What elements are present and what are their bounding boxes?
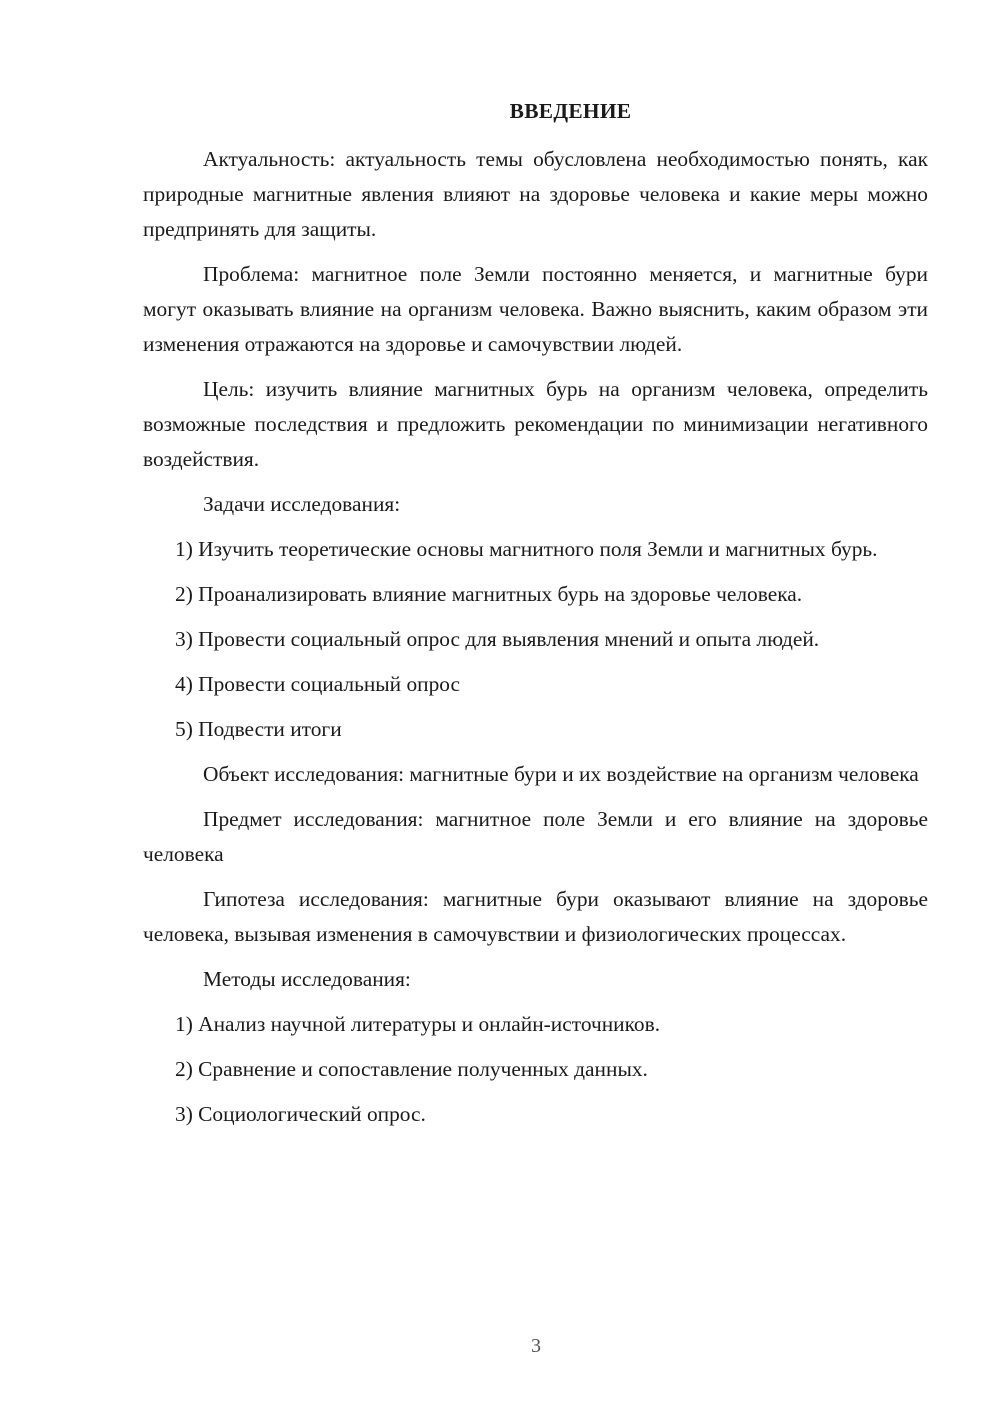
method-item-2: 2) Сравнение и сопоставление полученных данных.	[175, 1057, 648, 1081]
tasks-heading: Задачи исследования:	[203, 492, 401, 516]
paragraph-goal: Цель: изучить влияние магнитных бурь на организм человека, определить возможные последствия и предложить рекомендации по минимизации негативного воздействия.	[143, 377, 928, 471]
page-number: 3	[531, 1335, 541, 1357]
method-item-1: 1) Анализ научной литературы и онлайн-источников.	[175, 1012, 661, 1036]
paragraph-relevance: Актуальность: актуальность темы обусловлена необходимостью понять, как природные магнитные явления влияют на здоровье человека и какие меры можно предпринять для защиты.	[143, 147, 928, 241]
methods-heading: Методы исследования:	[203, 967, 411, 991]
paragraph-subject: Предмет исследования: магнитное поле Земли и его влияние на здоровье человека	[143, 807, 928, 866]
paragraph-problem: Проблема: магнитное поле Земли постоянно меняется, и магнитные бури могут оказывать влияние на организм человека. Важно выяснить, каким образом эти изменения отражаются на здоровье и самочувствии людей.	[143, 262, 928, 356]
task-item-5: 5) Подвести итоги	[175, 717, 342, 741]
task-item-1: 1) Изучить теоретические основы магнитного поля Земли и магнитных бурь.	[175, 537, 878, 561]
task-item-3: 3) Провести социальный опрос для выявления мнений и опыта людей.	[175, 627, 820, 651]
paragraph-hypothesis: Гипотеза исследования: магнитные бури оказывают влияние на здоровье человека, вызывая изменения в самочувствии и физиологических процессах.	[143, 887, 928, 946]
document-page	[143, 96, 928, 1142]
document-title: ВВЕДЕНИЕ	[509, 99, 632, 123]
method-item-3: 3) Социологический опрос.	[175, 1102, 426, 1126]
task-item-2: 2) Проанализировать влияние магнитных бурь на здоровье человека.	[175, 582, 803, 606]
task-item-4: 4) Провести социальный опрос	[175, 672, 461, 696]
paragraph-object: Объект исследования: магнитные бури и их воздействие на организм человека	[203, 762, 919, 786]
